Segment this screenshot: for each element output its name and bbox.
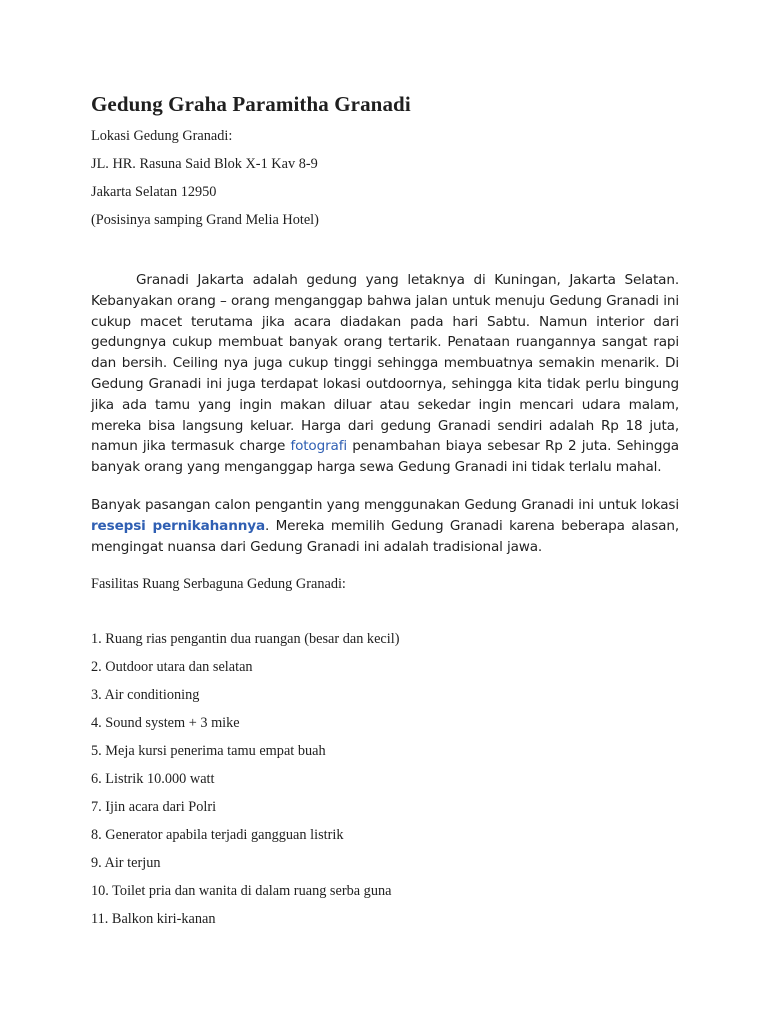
list-item: 6. Listrik 10.000 watt xyxy=(91,771,215,787)
list-item: 11. Balkon kiri-kanan xyxy=(91,911,216,927)
fotografi-link[interactable]: fotografi xyxy=(290,438,347,455)
paragraph-intro-text: Granadi Jakarta adalah gedung yang letaknya di Kuningan, Jakarta Selatan. Kebanyakan orang – orang menganggap bahwa jalan untuk menuju Gedung Granadi ini cukup macet terutama jika acara diadakan pada hari Sabtu. Namun interior dari gedungnya cukup membuat banyak orang tertarik. Penataan ruangannya sangat rapi dan bersih. Ceiling nya juga cukup tinggi sehingga membuatnya semakin menarik. Di Gedung Granadi ini juga terdapat lokasi outdoornya, sehingga kita tidak perlu bingung jika ada tamu yang ingin makan diluar atau sekedar ingin mencari udara malam, mereka bisa langsung keluar. Harga dari gedung Granadi sendiri adalah Rp 18 juta, namun jika termasuk charge xyxy=(91,272,679,455)
list-item: 3. Air conditioning xyxy=(91,687,200,703)
address-note: (Posisinya samping Grand Melia Hotel) xyxy=(91,212,319,228)
resepsi-pernikahan-link[interactable]: resepsi pernikahannya xyxy=(91,517,265,534)
paragraph-wedding-text-end: . Mereka memilih Gedung Granadi karena beberapa alasan, mengingat nuansa dari Gedung Granadi ini adalah tradisional jawa. xyxy=(91,517,679,555)
list-item: 10. Toilet pria dan wanita di dalam ruang serba guna xyxy=(91,883,392,899)
paragraph-intro-text-end: penambahan biaya sebesar Rp 2 juta. Sehingga banyak orang yang menganggap harga sewa Gedung Granadi ini tidak terlalu mahal. xyxy=(91,438,679,476)
address-label: Lokasi Gedung Granadi: xyxy=(91,128,233,144)
list-item: 8. Generator apabila terjadi gangguan listrik xyxy=(91,827,344,843)
list-item: 1. Ruang rias pengantin dua ruangan (besar dan kecil) xyxy=(91,631,400,647)
list-item: 4. Sound system + 3 mike xyxy=(91,715,240,731)
paragraph-intro xyxy=(91,270,679,478)
list-item: 5. Meja kursi penerima tamu empat buah xyxy=(91,743,326,759)
list-item: 9. Air terjun xyxy=(91,855,161,871)
paragraph-wedding-text: Banyak pasangan calon pengantin yang menggunakan Gedung Granadi ini untuk lokasi xyxy=(91,497,679,513)
list-item: 7. Ijin acara dari Polri xyxy=(91,799,217,815)
paragraph-wedding xyxy=(91,495,679,557)
address-city: Jakarta Selatan 12950 xyxy=(91,184,217,200)
page-title: Gedung Graha Paramitha Granadi xyxy=(91,92,411,116)
facilities-heading: Fasilitas Ruang Serbaguna Gedung Granadi: xyxy=(91,576,346,592)
address-street: JL. HR. Rasuna Said Blok X-1 Kav 8-9 xyxy=(91,156,318,172)
list-item: 2. Outdoor utara dan selatan xyxy=(91,659,253,675)
